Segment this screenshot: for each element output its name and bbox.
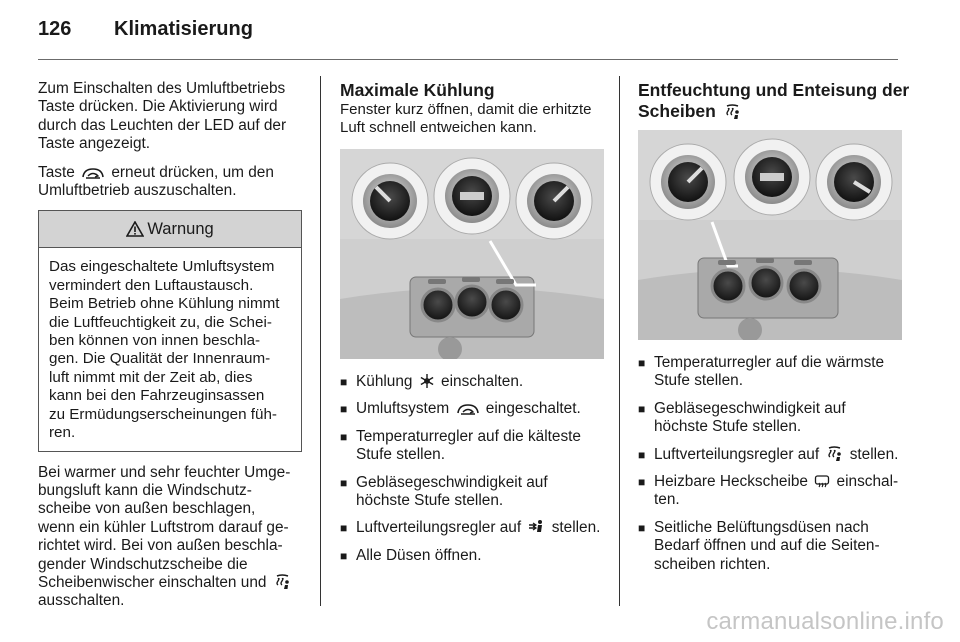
dashboard-controls-figure-defrost bbox=[638, 130, 902, 340]
list-item: ■ Alle Düsen öffnen. bbox=[340, 547, 604, 565]
max-cooling-intro: Fenster kurz öffnen, damit die erhitzte Luft schnell entweichen kann. bbox=[340, 101, 592, 136]
list-item: ■ Seitliche Belüftungsdüsen nach Bedarf öffnen und auf die Seiten- scheiben richten. bbox=[638, 519, 902, 574]
fan-speed-knob bbox=[434, 158, 510, 234]
recirculation-icon bbox=[456, 402, 480, 416]
windscreen-defrost-icon bbox=[825, 446, 843, 462]
list-item: ■ Luftverteilungsregler auf stellen. bbox=[638, 446, 902, 464]
dashboard-controls-figure-cooling bbox=[340, 149, 604, 359]
temperature-knob bbox=[352, 163, 428, 239]
defrost-steps bbox=[638, 354, 902, 574]
air-distribution-knob bbox=[516, 163, 592, 239]
temperature-knob bbox=[650, 144, 726, 220]
air-distribution-knob bbox=[816, 144, 892, 220]
list-item: ■ Gebläsegeschwindigkeit auf höchste Stufe stellen. bbox=[340, 474, 604, 511]
list-item: ■ Luftverteilungsregler auf stellen. bbox=[340, 519, 604, 537]
rear-window-heating-icon bbox=[814, 474, 830, 489]
page-title: Klimatisierung bbox=[114, 18, 253, 40]
windscreen-defrost-icon bbox=[273, 574, 291, 590]
page-number: 126 bbox=[38, 18, 72, 40]
header-rule bbox=[38, 59, 898, 60]
recirculation-icon bbox=[81, 166, 105, 180]
column-3 bbox=[638, 80, 910, 583]
windscreen-paragraph: Bei warmer und sehr feuchter Umge- bungsluft kann die Windschutz- scheibe von außen beschlagen, wenn ein kühler Luftstrom darauf ge- richtet wird. Bei von außen beschla- gender Windschutzscheibe die Scheibenwischer einschalten und ausschalten. bbox=[38, 463, 291, 610]
column-divider-2 bbox=[619, 76, 620, 606]
fan-speed-knob bbox=[734, 139, 810, 215]
warning-title: Warnung bbox=[147, 220, 214, 239]
page-header bbox=[38, 14, 898, 54]
defrost-heading: Entfeuchtung und Enteisung der Scheiben bbox=[638, 80, 910, 121]
list-item: ■ Gebläsegeschwindigkeit auf höchste Stufe stellen. bbox=[638, 400, 902, 437]
max-cooling-heading: Maximale Kühlung bbox=[340, 80, 495, 100]
warning-header bbox=[39, 211, 301, 248]
windscreen-defrost-icon bbox=[723, 104, 741, 120]
column-1 bbox=[38, 80, 302, 621]
recirculation-off-paragraph: Taste erneut drücken, um den Umluftbetrieb auszuschalten. bbox=[38, 163, 274, 200]
max-cooling-steps bbox=[340, 373, 604, 565]
list-item: ■ Heizbare Heckscheibe einschal- ten. bbox=[638, 473, 902, 510]
warning-triangle-icon bbox=[126, 221, 144, 237]
recirculation-paragraph: Zum Einschalten des Umluftbetriebs Taste drücken. Die Aktivierung wird durch das Leuchten der LED auf der Taste angezeigt. bbox=[38, 80, 287, 153]
watermark: carmanualsonline.info bbox=[706, 608, 944, 635]
column-divider-1 bbox=[320, 76, 321, 606]
list-item: ■ Temperaturregler auf die wärmste Stufe stellen. bbox=[638, 354, 902, 391]
climate-panel-illustration bbox=[340, 149, 604, 359]
list-item: ■ Kühlung einschalten. bbox=[340, 373, 604, 391]
list-item: ■ Umluftsystem eingeschaltet. bbox=[340, 400, 604, 418]
warning-box bbox=[38, 210, 302, 451]
snowflake-ac-icon bbox=[419, 373, 435, 389]
climate-panel-illustration bbox=[638, 130, 902, 340]
air-distribution-icon bbox=[527, 519, 545, 535]
column-2 bbox=[340, 80, 604, 574]
warning-text: Das eingeschaltete Umluftsystem vermindert den Luftaustausch. Beim Betrieb ohne Kühlung nimmt die Luftfeuchtigkeit zu, die Schei- ben können von innen beschla- gen. Die Qualität der Innenraum- luft nimmt mit der Zeit ab, dies kann bei den Fahrzeuginsassen zu Ermüdungserscheinungen füh- ren. bbox=[49, 258, 280, 442]
list-item: ■ Temperaturregler auf die kälteste Stufe stellen. bbox=[340, 428, 604, 465]
